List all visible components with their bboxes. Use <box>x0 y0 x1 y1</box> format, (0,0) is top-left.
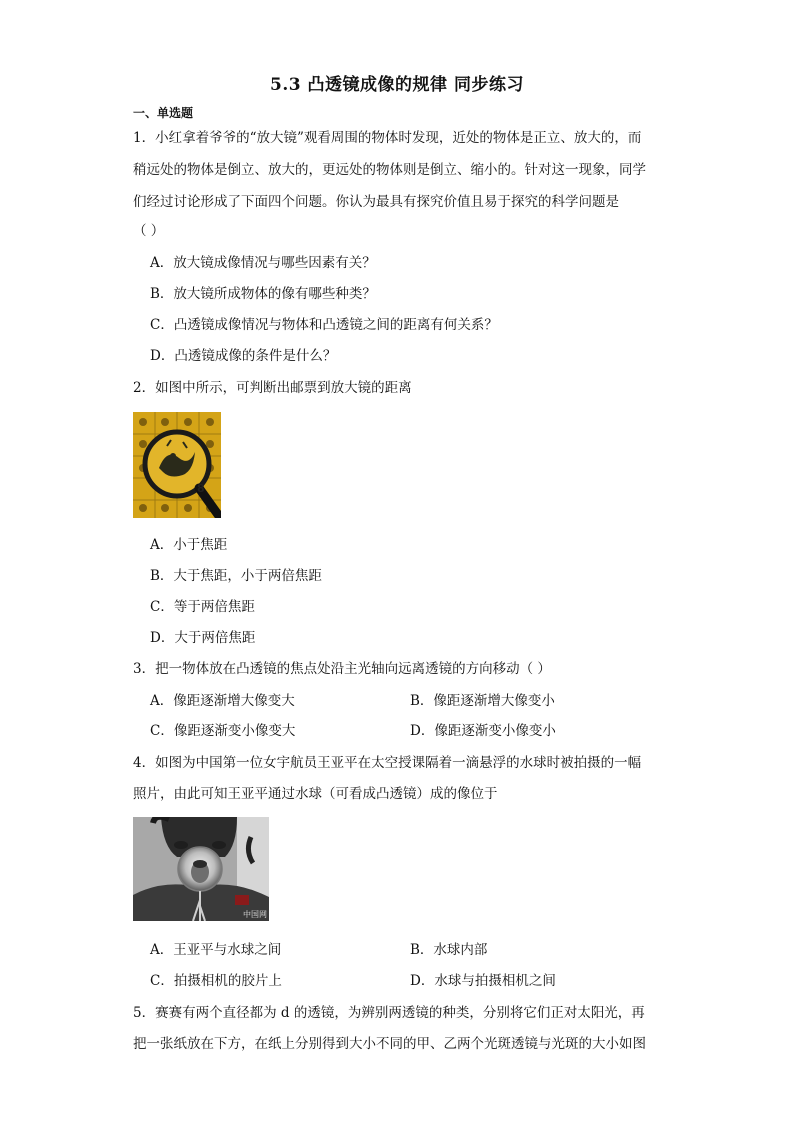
q2-option-a: A．小于焦距 <box>150 537 228 553</box>
q4-option-c: C．拍摄相机的胶片上 <box>150 973 282 989</box>
water-ball-photo <box>133 817 269 921</box>
q1-line-3: 们经过讨论形成了下面四个问题。你认为最具有探究价值且易于探究的科学问题是 <box>133 194 619 210</box>
q4-option-b: B．水球内部 <box>410 942 488 958</box>
water-ball-drawing <box>133 817 269 921</box>
q5-line-2: 把一张纸放在下方，在纸上分别得到大小不同的甲、乙两个光斑透镜与光斑的大小如图 <box>133 1036 646 1052</box>
q1-option-a: A．放大镜成像情况与哪些因素有关？ <box>150 255 376 271</box>
q1-line-4: （ ） <box>133 223 165 239</box>
q3-option-b: B．像距逐渐增大像变小 <box>410 693 555 709</box>
q2-stem: 2．如图中所示，可判断出邮票到放大镜的距离 <box>133 380 412 396</box>
q4-option-a: A．王亚平与水球之间 <box>150 942 282 958</box>
q1-option-d: D．凸透镜成像的条件是什么？ <box>150 348 337 364</box>
q3-option-d: D．像距逐渐变小像变小 <box>410 723 556 739</box>
q1-line-1: 1．小红拿着爷爷的“放大镜”观看周围的物体时发现，近处的物体是正立、放大的，而 <box>133 130 642 146</box>
q2-option-d: D．大于两倍焦距 <box>150 630 256 646</box>
q1-line-2: 稍远处的物体是倒立、放大的，更远处的物体则是倒立、缩小的。针对这一现象，同学 <box>133 162 646 178</box>
q3-option-a: A．像距逐渐增大像变大 <box>150 693 295 709</box>
q3-stem: 3．把一物体放在凸透镜的焦点处沿主光轴向远离透镜的方向移动（ ） <box>133 661 551 677</box>
q2-option-c: C．等于两倍焦距 <box>150 599 255 615</box>
q3-option-c: C．像距逐渐变小像变大 <box>150 723 296 739</box>
q5-line-1: 5．赛赛有两个直径都为 d 的透镜，为辨别两透镜的种类，分别将它们正对太阳光，再 <box>133 1005 645 1021</box>
q2-option-b: B．大于焦距，小于两倍焦距 <box>150 568 322 584</box>
q1-option-b: B．放大镜所成物体的像有哪些种类？ <box>150 286 376 302</box>
page-title: 5.3 凸透镜成像的规律 同步练习 <box>270 75 524 95</box>
photo-watermark: 中国网 <box>243 910 267 919</box>
stamp-value: 8 <box>197 482 205 495</box>
q4-line-1: 4．如图为中国第一位女宇航员王亚平在太空授课隔着一滴悬浮的水球时被拍摄的一幅 <box>133 755 642 771</box>
q4-line-2: 照片，由此可知王亚平通过水球（可看成凸透镜）成的像位于 <box>133 786 498 802</box>
section-heading: 一、单选题 <box>133 106 194 120</box>
stamp-magnifier-drawing <box>133 412 221 518</box>
stamp-magnifier-image <box>133 412 221 518</box>
q4-option-d: D．水球与拍摄相机之间 <box>410 973 556 989</box>
q1-option-c: C．凸透镜成像情况与物体和凸透镜之间的距离有何关系？ <box>150 317 498 333</box>
